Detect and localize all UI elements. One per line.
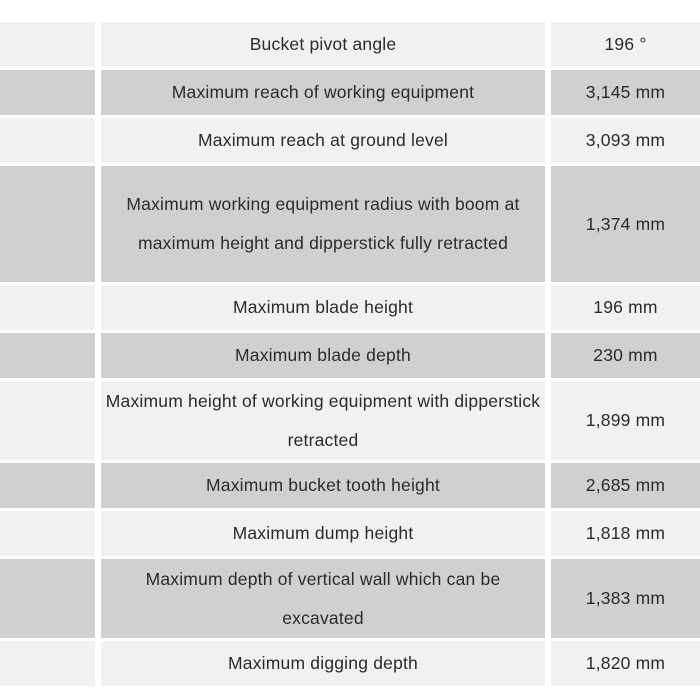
spec-table	[0, 22, 700, 689]
spec-value: 1,818 mm	[551, 511, 700, 556]
row-left-cell	[0, 70, 95, 115]
row-left-cell	[0, 333, 95, 378]
row-left-cell	[0, 463, 95, 508]
spec-label: Maximum reach of working equipment	[101, 70, 545, 115]
spec-label: Maximum depth of vertical wall which can be excavated	[101, 559, 545, 638]
table-row	[0, 511, 700, 556]
spec-label: Maximum bucket tooth height	[101, 463, 545, 508]
spec-value: 3,093 mm	[551, 118, 700, 163]
table-row	[0, 285, 700, 330]
row-left-cell	[0, 559, 95, 638]
row-left-cell	[0, 381, 95, 460]
row-left-cell	[0, 22, 95, 67]
table-row	[0, 381, 700, 460]
row-left-cell	[0, 511, 95, 556]
row-left-cell	[0, 285, 95, 330]
spec-value: 1,899 mm	[551, 381, 700, 460]
table-row	[0, 463, 700, 508]
table-row	[0, 641, 700, 686]
row-left-cell	[0, 641, 95, 686]
spec-label: Maximum working equipment radius with boom at maximum height and dipperstick fully retracted	[101, 166, 545, 282]
spec-label: Maximum digging depth	[101, 641, 545, 686]
spec-value: 230 mm	[551, 333, 700, 378]
row-left-cell	[0, 118, 95, 163]
spec-value: 196 °	[551, 22, 700, 67]
spec-value: 1,820 mm	[551, 641, 700, 686]
spec-value: 3,145 mm	[551, 70, 700, 115]
spec-label: Maximum height of working equipment with dipperstick retracted	[101, 381, 545, 460]
spec-value: 1,383 mm	[551, 559, 700, 638]
spec-label: Maximum blade height	[101, 285, 545, 330]
spec-label: Bucket pivot angle	[101, 22, 545, 67]
table-row	[0, 22, 700, 67]
spec-label: Maximum dump height	[101, 511, 545, 556]
table-row	[0, 559, 700, 638]
spec-value: 2,685 mm	[551, 463, 700, 508]
table-row	[0, 118, 700, 163]
table-row	[0, 70, 700, 115]
spec-label: Maximum reach at ground level	[101, 118, 545, 163]
spec-value: 1,374 mm	[551, 166, 700, 282]
spec-value: 196 mm	[551, 285, 700, 330]
table-row	[0, 333, 700, 378]
spec-label: Maximum blade depth	[101, 333, 545, 378]
row-left-cell	[0, 166, 95, 282]
table-row	[0, 166, 700, 282]
